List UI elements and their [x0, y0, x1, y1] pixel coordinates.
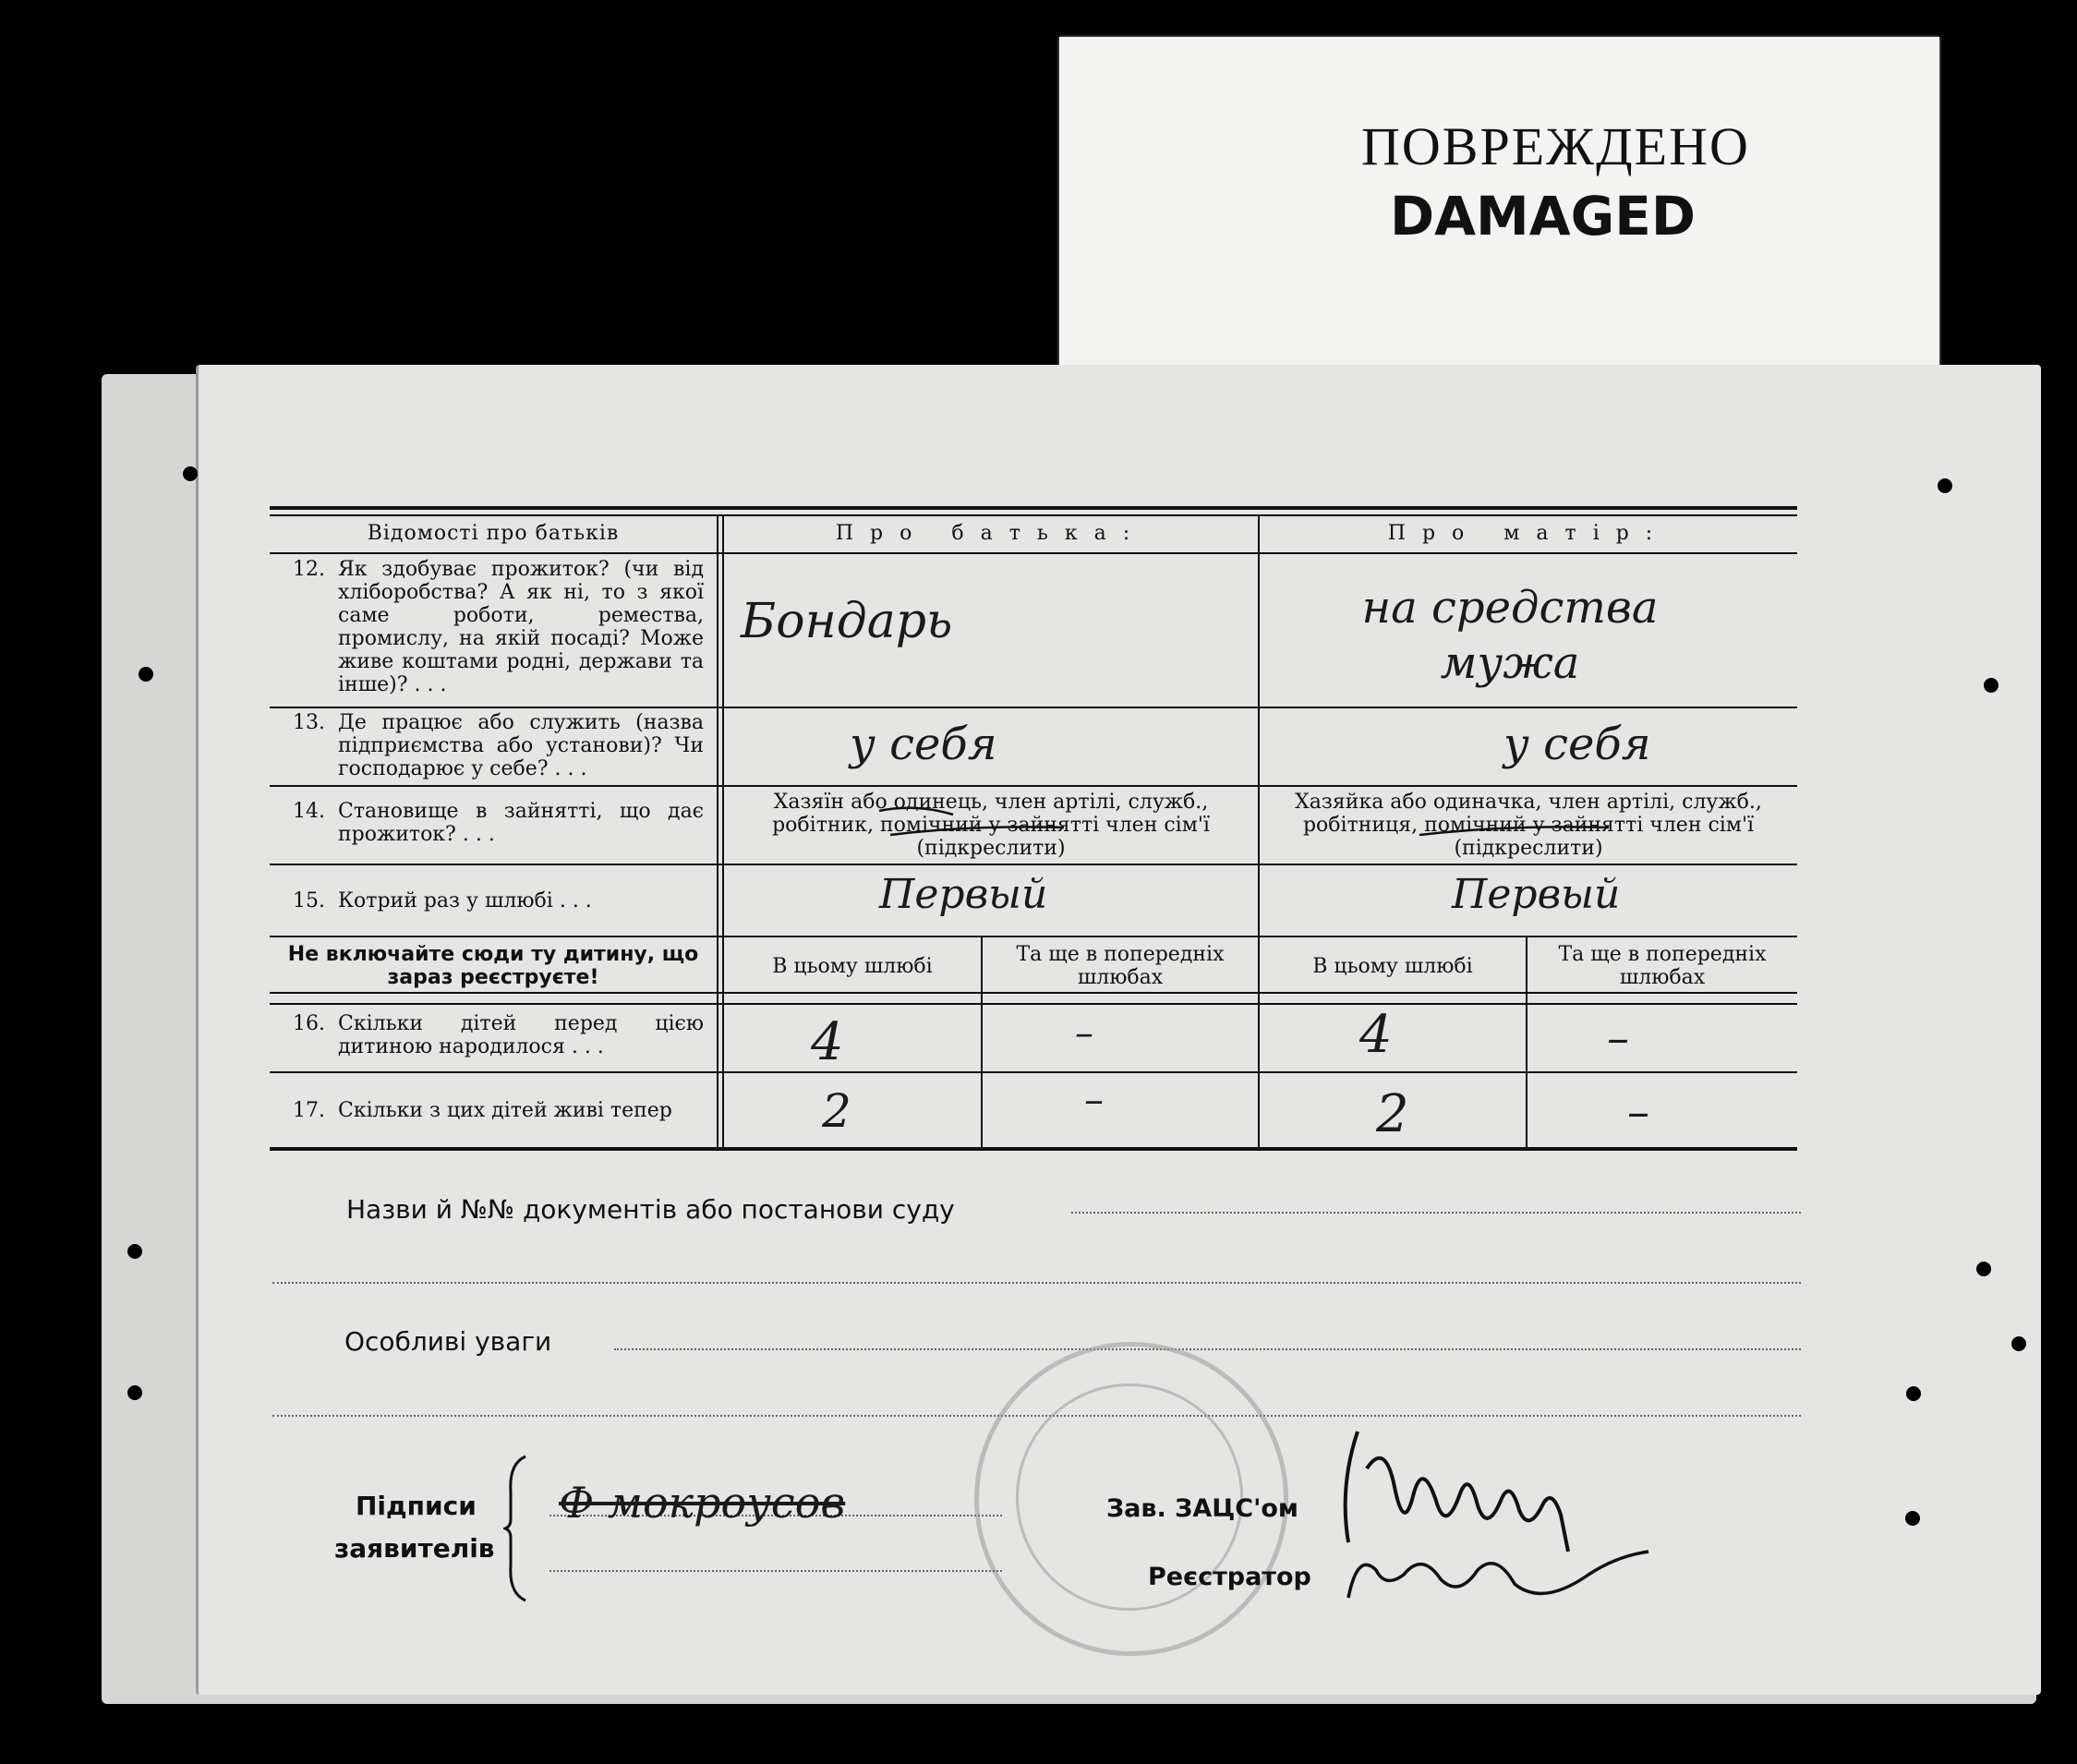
q17-mother-prev: – — [1627, 1086, 1649, 1138]
q15-number: 15. — [293, 889, 325, 912]
q14-mother-options: Хазяйка або одиначка, член артілі, служб., робітниця, помічний у зайнятті член сім'ї (підкреслити) — [1295, 791, 1762, 860]
documents-line — [1071, 1212, 1801, 1214]
q16-number: 16. — [293, 1012, 325, 1035]
parents-info-table — [270, 506, 1797, 1153]
q14-number: 14. — [293, 800, 325, 823]
subheader-mother-previous: Та ще в попередніх шлюбах — [1558, 943, 1767, 989]
zags-head-label: Зав. ЗАЦС'ом — [1106, 1494, 1298, 1523]
official-signatures — [1330, 1413, 1662, 1625]
q17-father-prev: – — [1084, 1077, 1104, 1122]
punch-hole — [1984, 678, 1999, 693]
q17-mother-this: 2 — [1376, 1084, 1409, 1144]
documents-label: Назви й №№ документів або постанови суду — [346, 1194, 955, 1225]
punch-hole — [139, 667, 153, 682]
q17-number: 17. — [293, 1099, 325, 1122]
damaged-notice-en: DAMAGED — [1390, 185, 1697, 248]
q12-father-answer: Бондарь — [741, 594, 953, 649]
q16-question: Скільки дітей перед цією дитиною народилося . . . — [338, 1012, 704, 1058]
q13-father-answer: у себя — [850, 719, 997, 770]
q17-father-this: 2 — [822, 1084, 851, 1138]
registrar-label: Реєстратор — [1148, 1563, 1311, 1591]
punch-hole — [127, 1385, 142, 1400]
punch-hole — [1976, 1262, 1991, 1276]
header-parents-info: Відомості про батьків — [367, 522, 620, 545]
header-mother: Про матір: — [1387, 522, 1670, 545]
q12-question: Як здобуває прожиток? (чи від хліборобства? А як ні, то з якої саме роботи, ремества, промислу, на якій посаді? Може живе коштами родні, держави та інше)? . . . — [338, 558, 704, 696]
q16-mother-prev: – — [1607, 1012, 1629, 1064]
subheader-father-previous: Та ще в попередніх шлюбах — [1016, 943, 1225, 989]
punch-hole — [1906, 1386, 1921, 1401]
q14-father-options: Хазяїн або одинець, член артілі, служб., робітник, помічний у зайнятті член сім'ї (підкреслити) — [772, 791, 1210, 860]
punch-hole — [1938, 478, 1952, 493]
q12-number: 12. — [293, 558, 325, 581]
signatures-label-1: Підписи — [356, 1491, 477, 1521]
punch-hole — [127, 1244, 142, 1259]
q17-question: Скільки з цих дітей живі тепер — [338, 1099, 672, 1122]
q13-number: 13. — [293, 711, 325, 734]
documents-line-2 — [272, 1282, 1801, 1284]
header-father: Про батька: — [835, 522, 1147, 545]
q14-question: Становище в зайнятті, що дає прожиток? . . . — [338, 800, 704, 846]
applicant-signature-line-2 — [549, 1570, 1002, 1572]
damaged-notice-ru: ПОВРЕЖДЕНО — [1361, 116, 1750, 176]
q13-question: Де працює або служить (назва підприємства або установи)? Чи господарює у себе? . . . — [338, 711, 704, 780]
subheader-father-this-marriage: В цьому шлюбі — [772, 955, 933, 978]
q15-mother-answer: Первый — [1452, 871, 1621, 918]
punch-hole — [1905, 1511, 1920, 1526]
q13-mother-answer: у себя — [1503, 719, 1651, 770]
signature-brace — [503, 1455, 531, 1602]
punch-hole — [183, 466, 198, 481]
q16-mother-this: 4 — [1359, 1005, 1393, 1065]
q15-father-answer: Первый — [879, 871, 1048, 918]
special-notes-line — [614, 1348, 1801, 1350]
special-notes-label: Особливі уваги — [344, 1326, 552, 1357]
q15-question: Котрий раз у шлюбі . . . — [338, 889, 592, 912]
applicant-signature: Ф мокроусов — [559, 1478, 846, 1528]
q12-mother-answer: на средства мужа — [1361, 582, 1659, 689]
q16-father-this: 4 — [811, 1012, 844, 1072]
signatures-label-2: заявителів — [334, 1533, 495, 1564]
punch-hole — [2011, 1336, 2026, 1351]
q16-father-prev: – — [1075, 1012, 1093, 1055]
subheader-mother-this-marriage: В цьому шлюбі — [1312, 955, 1473, 978]
exclude-child-note: Не включайте сюди ту дитину, що зараз реєструєте! — [287, 943, 699, 989]
